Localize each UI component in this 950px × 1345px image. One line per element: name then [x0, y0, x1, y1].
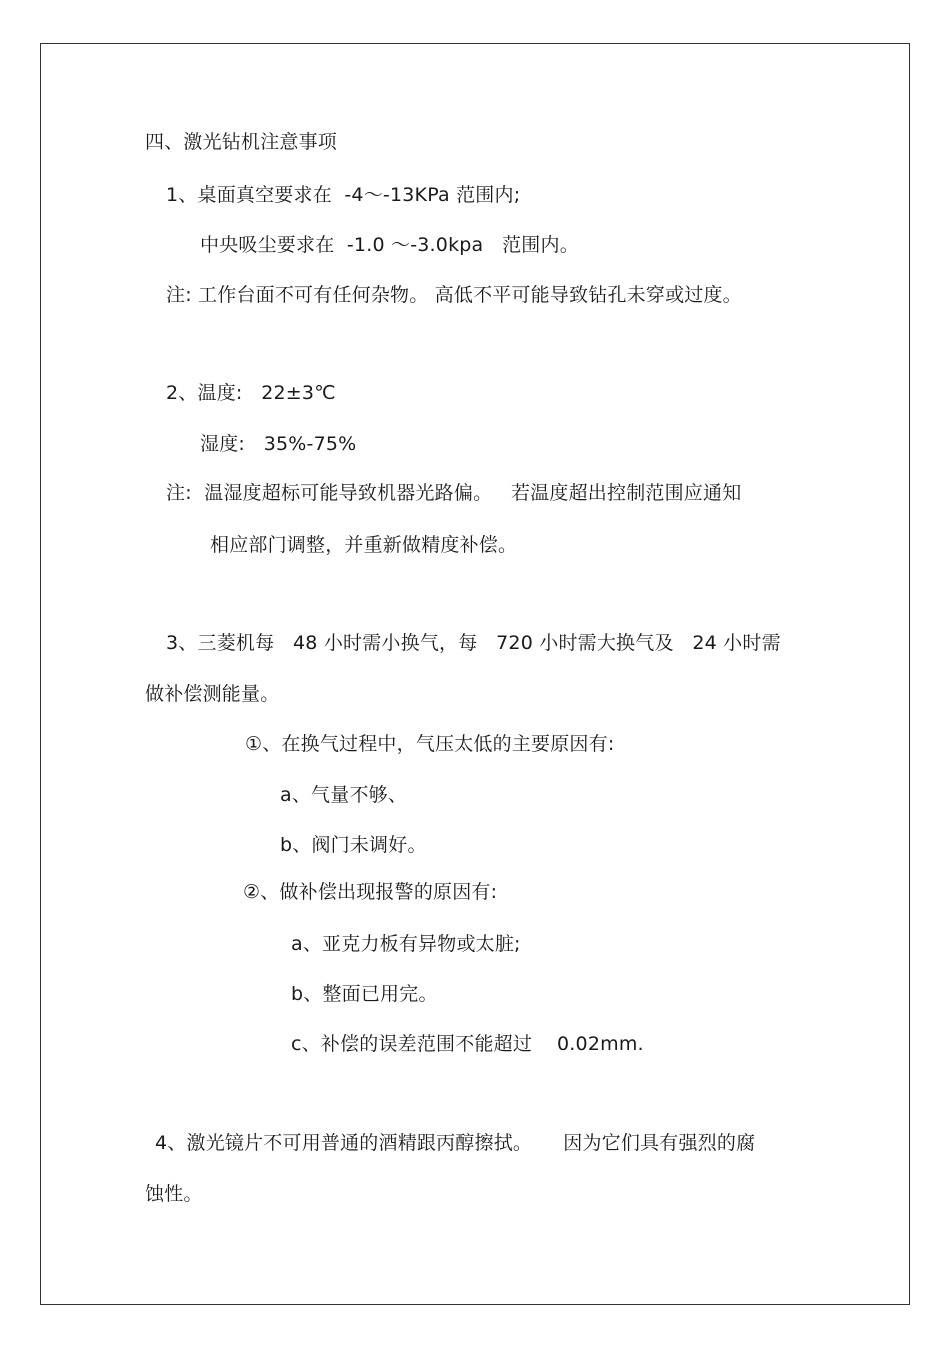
item2-line1: 2、温度: 22±3℃	[166, 382, 336, 404]
item3-sub2-a: a、亚克力板有异物或太脏;	[291, 933, 521, 955]
item4-line1: 4、激光镜片不可用普通的酒精跟丙醇擦拭。 因为它们具有强烈的腐	[155, 1132, 756, 1154]
item3-sub2-c: c、补偿的误差范围不能超过 0.02mm.	[291, 1033, 644, 1055]
item2-note-line1: 注: 温湿度超标可能导致机器光路偏。 若温度超出控制范围应通知	[166, 482, 742, 504]
item3-line2: 做补偿测能量。	[145, 683, 280, 705]
item3-sub2-title: ②、做补偿出现报警的原因有:	[243, 881, 498, 903]
item3-sub1-b: b、阀门未调好。	[280, 834, 427, 856]
item1-line2: 中央吸尘要求在 -1.0 ～-3.0kpa 范围内。	[200, 234, 579, 256]
item3-line1: 3、三菱机每 48 小时需小换气，每 720 小时需大换气及 24 小时需	[166, 632, 781, 654]
section-title: 四、激光钻机注意事项	[145, 131, 338, 153]
item2-note-line2: 相应部门调整，并重新做精度补偿。	[210, 534, 518, 556]
item3-sub1-a: a、气量不够、	[280, 784, 408, 806]
item3-sub1-title: ①、在换气过程中，气压太低的主要原因有:	[245, 733, 615, 755]
item3-sub2-b: b、整面已用完。	[291, 983, 438, 1005]
item1-line1: 1、桌面真空要求在 -4～-13KPa 范围内;	[166, 184, 521, 206]
item2-line2: 湿度: 35%-75%	[200, 433, 357, 455]
item1-note: 注: 工作台面不可有任何杂物。 高低不平可能导致钻孔未穿或过度。	[166, 284, 742, 306]
item4-line2: 蚀性。	[145, 1183, 203, 1205]
